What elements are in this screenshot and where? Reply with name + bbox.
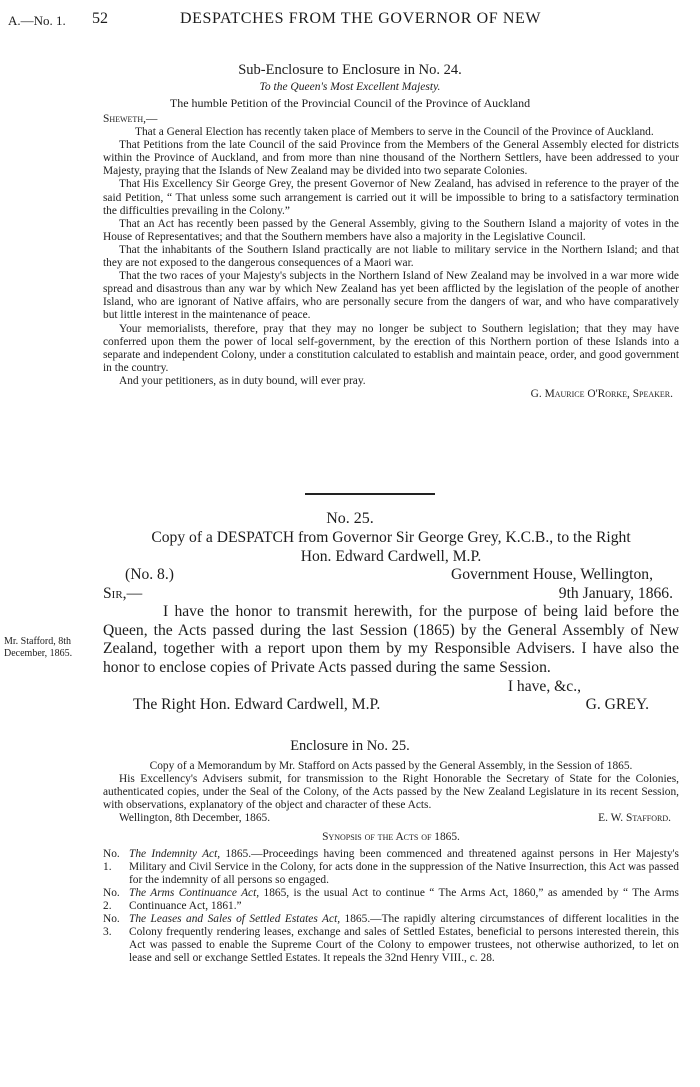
act-number: No. 2. [103, 886, 120, 912]
petition-body [103, 113, 679, 401]
despatch-paragraph: I have the honor to transmit herewith, for the purpose of being laid before the Queen, the Acts passed during the last Session (1865) by the General Assembly of New Zealand, together with a report upon them by my Responsible Advisers. I have also the honor to enclose copies of Private Acts passed during the same Session. [103, 603, 679, 676]
petition-paragraph: That His Excellency Sir George Grey, the present Governor of New Zealand, has advised in reference to the prayer of the said Petition, “ That unless some such arrangement is carried out it will be impossible to bring to a satisfactory termination the difficulties prevailing in the Colony.” [103, 178, 679, 217]
despatch-number: No. 25. [326, 510, 374, 527]
act-text [129, 848, 679, 887]
petition-paragraph: That Petitions from the late Council of the said Province from the Members of the General Assembly elected for districts within the Province of Auckland, and from more than nine thousand of the Northern Settlers, have been addressed to your Majesty, praying that the Islands of New Zealand may be divided into two separate Colonies. [103, 139, 679, 178]
petition-sheweth: Sheweth,— [103, 113, 158, 125]
enclosure-signature: E. W. Stafford. [598, 812, 671, 825]
act-item [103, 848, 679, 887]
act-number: No. 1. [103, 847, 120, 873]
petition-paragraph: Your memorialists, therefore, pray that they may no longer be subject to Southern legislation; that they may have conferred upon them the power of local self-government, by the erection of this Northern portion of these Islands into a separate and independent Colony, under a constitution calculated to establish and maintain peace, order, and good government in the country. [103, 322, 679, 374]
petition-paragraph: That an Act has recently been passed by the General Assembly, giving to the Southern Island a majority of votes in the House of Representatives; and that the Southern members have also a majority in the Legislative Council. [103, 217, 679, 243]
margin-note: Mr. Stafford, 8th December, 1865. [4, 636, 73, 659]
petition-heading: Sub-Enclosure to Enclosure in No. 24. [238, 62, 462, 78]
act-title: The Leases and Sales of Settled Estates Act, [129, 913, 341, 926]
despatch-ref-no: (No. 8.) [125, 566, 174, 583]
despatch-date: 9th January, 1866. [558, 584, 673, 602]
petition-paragraph: And your petitioners, as in duty bound, will ever pray. [119, 374, 366, 387]
petition-paragraph: That the two races of your Majesty's subjects in the Northern Island of New Zealand may be involved in a war more wide spread and disastrous than any war by which New Zealand has yet been afflicted by the legislation of the people of another Island, who are ignorant of Native affairs, who are personally secure from the dangers of war, and who have comparatively but little interest in the maintenance of peace. [103, 270, 679, 322]
running-title: DESPATCHES FROM THE GOVERNOR OF NEW [180, 10, 542, 27]
enclosure-body [103, 760, 679, 965]
act-title: The Arms Continuance Act, [129, 886, 260, 899]
enclosure-paragraph: His Excellency's Advisers submit, for transmission to the Right Honorable the Secretary of State for the Colonies, authenticated copies, under the Seal of the Colony, of the Acts passed by the New Zealand Legislature in its recent Session, with observations, explanatory of the object and character of these Acts. [103, 773, 679, 812]
act-description: 1865.—The rapidly altering circumstances of different localities in the Colony frequently rendering leases, exchange and sales of Settled Estates, beneficial to persons interested therein, this Act was passed to enable the Supreme Court of the Colony to empower trustees, not otherwise authorized, to let on lease and sell or exchange Settled Estates. It repeals the 32nd Henry VIII., c. 28. [129, 913, 679, 965]
act-item [103, 887, 679, 913]
act-title: The Indemnity Act, [129, 847, 221, 860]
synopsis-heading: Synopsis of the Acts of 1865. [322, 831, 460, 844]
despatch-body [103, 566, 679, 715]
despatch-date-row [103, 585, 679, 604]
despatch-copy-line-2: Hon. Edward Cardwell, M.P. [300, 547, 482, 565]
act-text [129, 913, 679, 965]
enclosure-heading: Enclosure in No. 25. [290, 738, 410, 754]
despatch-ref-row [103, 566, 679, 585]
despatch-copy-line [103, 529, 679, 566]
act-description: 1865.—Proceedings having been commenced and threatened against persons in Her Majesty's Military and Civil Service in the Colony, for acts done in the suppression of the Native Insurrection, this Act was passed for the indemnity of all persons so engaged. [129, 847, 679, 886]
despatch-copy-line-1: Copy of a DESPATCH from Governor Sir George Grey, K.C.B., to the Right [151, 529, 631, 546]
section-divider [305, 493, 435, 495]
despatch-recipient: The Right Hon. Edward Cardwell, M.P. [133, 696, 381, 714]
despatch-recipient-row [103, 696, 679, 715]
enclosure-dateline-row [103, 812, 679, 825]
despatch-signature: G. GREY. [585, 696, 649, 714]
despatch-closing: I have, &c., [507, 677, 581, 695]
despatch-salutation: Sir,— [103, 584, 143, 602]
act-text [129, 887, 679, 913]
petition-addressee: To the Queen's Most Excellent Majesty. [259, 81, 441, 93]
page-number: 52 [92, 10, 108, 27]
petition-signature: G. Maurice O'Rorke, Speaker. [530, 387, 673, 400]
act-number: No. 3. [103, 913, 120, 939]
document-reference: A.—No. 1. [8, 13, 66, 28]
act-item [103, 913, 679, 965]
enclosure-dateline: Wellington, 8th December, 1865. [119, 812, 271, 825]
enclosure-copy-line: Copy of a Memorandum by Mr. Stafford on Acts passed by the General Assembly, in the Session of 1865. [149, 760, 633, 772]
act-description: 1865, is the usual Act to continue “ The Arms Act, 1860,” as amended by “ The Arms Continuance Act, 1861.” [129, 886, 679, 912]
petition-intro: The humble Petition of the Provincial Council of the Province of Auckland [169, 96, 531, 110]
petition-paragraph: That a General Election has recently taken place of Members to serve in the Council of the Province of Auckland. [135, 126, 654, 139]
petition-paragraph: That the inhabitants of the Southern Island practically are not liable to military service in the Northern Island; and that they are not exposed to the dangerous consequences of a Maori war. [103, 243, 679, 270]
despatch-place: Government House, Wellington, [450, 566, 653, 583]
